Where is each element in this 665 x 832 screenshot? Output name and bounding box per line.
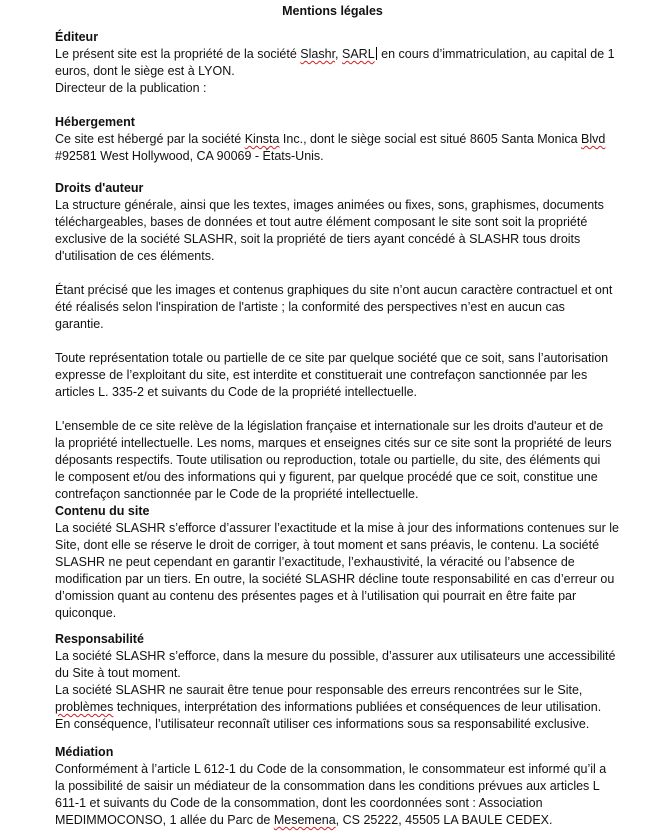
text-line: contrefaçon sanctionnée par le Code de la propriété intellectuelle. [55,487,419,501]
text-line: la propriété intellectuelle. Les noms, marques et enseignes cités sur ce site sont la propriété de leurs [55,436,612,450]
text-line: modification par un tiers. En outre, la société SLASHR décline toute responsabilité en cas d’erreur ou [55,572,615,586]
misspelled-word: Blvd [581,132,606,146]
paragraph [55,418,655,503]
text-line: euros, dont le siège est à LYON. [55,64,235,78]
text-line: exclusive de la société SLASHR, soit la propriété de tiers ayant concédé à SLASHR tous droits [55,232,581,246]
misspelled-word: SARL [342,47,375,61]
text-run: , [335,47,342,61]
text-run: techniques, interprétation des informations publiées et conséquences de leur utilisation. [113,700,602,714]
text-line: d’omission quant au contenu des présentes pages et à l’utilisation qui pourrait en être faite par [55,589,577,603]
text-line: L'ensemble de ce site relève de la législation française et internationale sur les droits d'auteur et de [55,419,604,433]
text-line: articles L. 335-2 et suivants du Code de la propriété intellectuelle. [55,385,418,399]
text-line: expresse de l’exploitant du site, est interdite et constituerait une contrefaçon sanctionnée par les [55,368,588,382]
text-line: Site, dont elle se réserve le droit de corriger, à tout moment et sans préavis, le contenu. La société [55,538,600,552]
text-line [55,699,655,716]
text-line [55,46,655,63]
text-run: Inc., dont le siège social est situé 8605 Santa Monica [279,132,582,146]
paragraph [55,282,655,333]
text-line: SLASHR ne peut cependant en garantir l’exactitude, l’exhaustivité, la véracité ou l’absence de [55,555,575,569]
section-heading: Responsabilité [55,632,144,646]
section-contenu-site [55,503,655,622]
text-line: téléchargeables, bases de données et tout autre élément composant le site sont soit la propriété [55,215,588,229]
page-title: Mentions légales [282,4,383,18]
text-cursor [376,47,377,60]
paragraph [55,197,655,265]
section-mediation [55,744,655,829]
text-line: Conformément à l’article L 612-1 du Code de la consommation, le consommateur est informé qu’il a [55,762,607,776]
section-heading: Médiation [55,745,114,759]
text-run: MEDIMMOCONSO, 1 allée du Parc de [55,813,274,827]
misspelled-word: problèmes [55,700,114,714]
text-line: la possibilité de saisir un médiateur de la consommation dans les conditions prévues aux articles L [55,779,600,793]
section-droits-auteur [55,180,655,503]
text-line: le composent et/ou des informations qui y figurent, par quelque procédé que ce soit, constitue une [55,470,598,484]
section-heading: Droits d'auteur [55,181,144,195]
misspelled-word: Slashr [300,47,336,61]
section-responsabilite [55,631,655,733]
text-line: quiconque. [55,606,117,620]
paragraph [55,350,655,401]
section-heading: Contenu du site [55,504,150,518]
text-line: La structure générale, ainsi que les textes, images animées ou fixes, sons, graphismes, documents [55,198,604,212]
misspelled-word: Kinsta [244,132,280,146]
text-run: Ce site est hébergé par la société [55,132,245,146]
text-line: d'utilisation de ces éléments. [55,249,215,263]
section-hebergement [55,114,655,165]
text-line: 611-1 et suivants du Code de la consommation, dont les coordonnées sont : Association [55,796,543,810]
misspelled-word: Mesemena [273,813,336,827]
text-line: Étant précisé que les images et contenus graphiques du site n’ont aucun caractère contractuel et ont [55,283,613,297]
text-line: La société SLASHR s’efforce d’assurer l’exactitude et la mise à jour des informations contenues sur le [55,521,619,535]
text-line: La société SLASHR s’efforce, dans la mesure du possible, d’assurer aux utilisateurs une accessibilité [55,649,616,663]
section-heading: Éditeur [55,30,99,44]
text-line: La société SLASHR ne saurait être tenue pour responsable des erreurs rencontrées sur le Site, [55,683,583,697]
text-line [55,812,655,829]
section-editeur [55,29,655,97]
text-run: en cours d’immatriculation, au capital de 1 [377,47,615,61]
text-run: , CS 25222, 45505 LA BAULE CEDEX. [335,813,553,827]
text-line: #92581 West Hollywood, CA 90069 - États-Unis. [55,149,324,163]
text-line: Directeur de la publication : [55,81,207,95]
text-line: été réalisés selon l'inspiration de l'artiste ; la conformité des perspectives n’est en aucun cas [55,300,565,314]
text-line: du Site à tout moment. [55,666,181,680]
text-run: Le présent site est la propriété de la société [55,47,301,61]
text-line [55,131,655,148]
text-line: déposants respectifs. Toute utilisation ou reproduction, totale ou partielle, du site, des éléments qui [55,453,601,467]
text-line: En conséquence, l’utilisateur reconnaît utiliser ces informations sous sa responsabilité exclusive. [55,717,590,731]
text-line: Toute représentation totale ou partielle de ce site par quelque société que ce soit, sans l’autorisation [55,351,609,365]
section-heading: Hébergement [55,115,135,129]
text-line: garantie. [55,317,104,331]
